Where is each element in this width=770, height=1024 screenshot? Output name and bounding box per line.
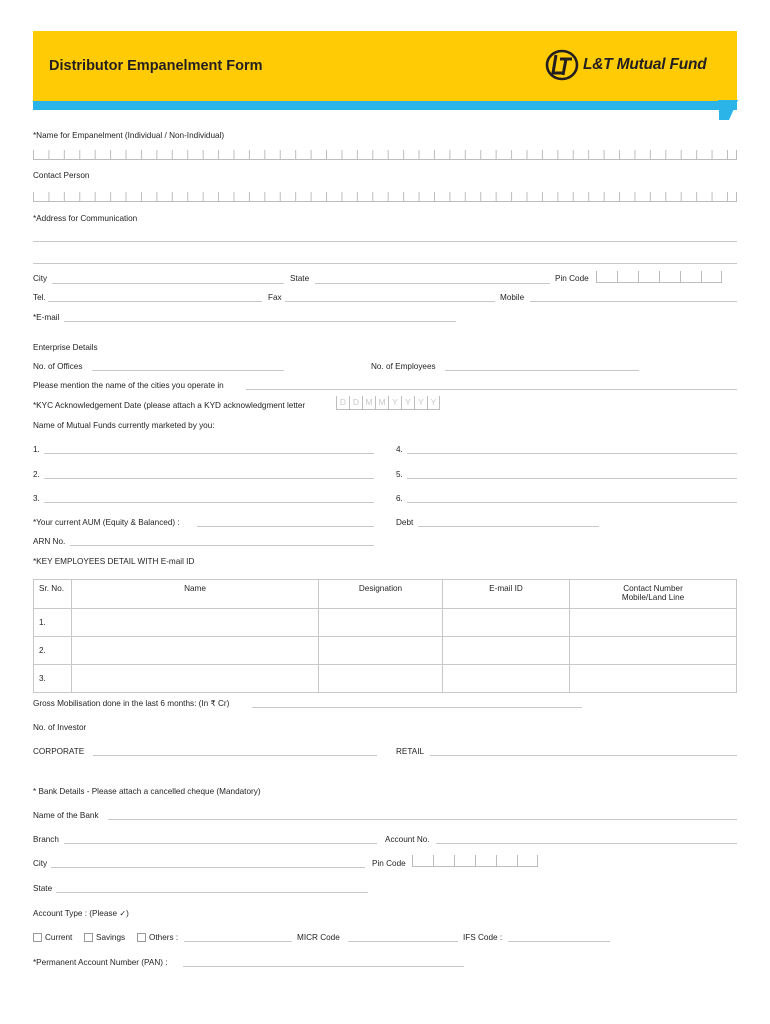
name-label: *Name for Empanelment (Individual / Non-Individual) (33, 131, 225, 140)
key-employees-label: *KEY EMPLOYEES DETAIL WITH E-mail ID (33, 557, 195, 566)
mf-input-1[interactable] (44, 453, 374, 454)
col-sr-no: Sr. No. (34, 580, 72, 609)
arn-input[interactable] (70, 545, 374, 546)
col-email: E-mail ID (443, 580, 570, 609)
bank-pin-code-label: Pin Code (372, 859, 406, 868)
kyc-month-2[interactable]: M (375, 396, 388, 410)
savings-checkbox[interactable] (84, 933, 93, 942)
employees-label: No. of Employees (371, 362, 436, 371)
col-name: Name (72, 580, 319, 609)
col-contact-line-1: Contact Number (623, 584, 683, 593)
micr-label: MICR Code (297, 933, 340, 942)
others-input[interactable] (184, 941, 292, 942)
header-white-band (33, 110, 719, 122)
contact-cell[interactable] (570, 609, 737, 637)
kyc-year-3[interactable]: Y (414, 396, 427, 410)
retail-input[interactable] (430, 755, 737, 756)
tel-input[interactable] (48, 301, 262, 302)
name-cell[interactable] (72, 665, 319, 693)
bank-details-heading: * Bank Details - Please attach a cancelled cheque (Mandatory) (33, 787, 261, 796)
mobile-label: Mobile (500, 293, 525, 302)
kyc-month-1[interactable]: M (362, 396, 375, 410)
mf-input-6[interactable] (407, 502, 737, 503)
table-row (34, 665, 737, 693)
contact-cell[interactable] (570, 637, 737, 665)
address-line-1[interactable] (33, 241, 737, 242)
key-employees-table (33, 579, 737, 693)
mf-number-4: 4. (396, 445, 403, 454)
form-title: Distributor Empanelment Form (49, 58, 263, 74)
micr-input[interactable] (348, 941, 458, 942)
designation-cell[interactable] (319, 665, 443, 693)
row-number: 3. (34, 665, 72, 693)
name-cell[interactable] (72, 609, 319, 637)
header-accent-notch (718, 100, 738, 120)
row-number: 1. (34, 609, 72, 637)
savings-label: Savings (96, 933, 126, 942)
table-row (34, 609, 737, 637)
name-cell[interactable] (72, 637, 319, 665)
tel-label: Tel. (33, 293, 46, 302)
city-label: City (33, 274, 48, 283)
contact-cell[interactable] (570, 665, 737, 693)
mf-input-2[interactable] (44, 478, 374, 479)
debt-label: Debt (396, 518, 414, 527)
state-label: State (290, 274, 310, 283)
col-designation: Designation (319, 580, 443, 609)
pin-code-boxes[interactable] (596, 271, 722, 283)
bank-state-input[interactable] (56, 892, 368, 893)
bank-name-input[interactable] (108, 819, 737, 820)
bank-state-label: State (33, 884, 53, 893)
email-input[interactable] (64, 321, 456, 322)
mf-input-3[interactable] (44, 502, 374, 503)
employees-input[interactable] (445, 370, 639, 371)
fax-input[interactable] (285, 301, 495, 302)
bank-pin-code-boxes[interactable] (412, 855, 538, 867)
kyc-day-1[interactable]: D (336, 396, 349, 410)
debt-input[interactable] (418, 526, 599, 527)
branch-label: Branch (33, 835, 59, 844)
email-label: *E-mail (33, 313, 60, 322)
mf-input-5[interactable] (407, 478, 737, 479)
mf-number-2: 2. (33, 470, 40, 479)
table-header-row (34, 580, 737, 609)
gross-mobilisation-label: Gross Mobilisation done in the last 6 months: (In ₹ Cr) (33, 699, 230, 708)
gross-mobilisation-input[interactable] (252, 707, 582, 708)
arn-label: ARN No. (33, 537, 66, 546)
col-contact-line-2: Mobile/Land Line (621, 593, 685, 602)
account-no-label: Account No. (385, 835, 430, 844)
contact-person-label: Contact Person (33, 171, 90, 180)
kyc-year-4[interactable]: Y (427, 396, 440, 410)
designation-cell[interactable] (319, 609, 443, 637)
address-line-2[interactable] (33, 263, 737, 264)
account-no-input[interactable] (436, 843, 737, 844)
investor-count-label: No. of Investor (33, 723, 87, 732)
savings-option[interactable] (84, 933, 125, 943)
kyc-year-1[interactable]: Y (388, 396, 401, 410)
designation-cell[interactable] (319, 637, 443, 665)
mf-number-5: 5. (396, 470, 403, 479)
corporate-label: CORPORATE (33, 747, 85, 756)
email-cell[interactable] (443, 637, 570, 665)
pin-code-label: Pin Code (555, 274, 589, 283)
others-checkbox[interactable] (137, 933, 146, 942)
offices-label: No. of Offices (33, 362, 83, 371)
others-label: Others : (149, 933, 179, 942)
aum-label: *Your current AUM (Equity & Balanced) : (33, 518, 180, 527)
account-type-label: Account Type : (Please ✓) (33, 909, 129, 918)
brand-name: L&T Mutual Fund (583, 56, 707, 73)
kyc-date-label: *KYC Acknowledgement Date (please attach a KYD acknowledgment letter (33, 401, 306, 410)
current-label: Current (45, 933, 73, 942)
header-accent-strip (33, 101, 737, 110)
current-option[interactable] (33, 933, 72, 943)
mf-number-1: 1. (33, 445, 40, 454)
email-cell[interactable] (443, 665, 570, 693)
row-number: 2. (34, 637, 72, 665)
address-label: *Address for Communication (33, 214, 138, 223)
offices-input[interactable] (92, 370, 284, 371)
cities-input[interactable] (246, 389, 737, 390)
ifs-input[interactable] (508, 941, 610, 942)
aum-input[interactable] (197, 526, 374, 527)
retail-label: RETAIL (396, 747, 425, 756)
pan-input[interactable] (183, 966, 464, 967)
contact-person-input-boxes[interactable] (33, 192, 737, 202)
mf-number-6: 6. (396, 494, 403, 503)
others-option[interactable] (137, 933, 178, 943)
enterprise-heading: Enterprise Details (33, 343, 98, 352)
mobile-input[interactable] (530, 301, 737, 302)
kyc-date-boxes[interactable] (336, 396, 440, 410)
city-input[interactable] (52, 283, 284, 284)
email-cell[interactable] (443, 609, 570, 637)
kyc-day-2[interactable]: D (349, 396, 362, 410)
name-input-boxes[interactable] (33, 150, 737, 160)
brand-logo (545, 50, 707, 80)
bank-city-label: City (33, 859, 48, 868)
fax-label: Fax (268, 293, 282, 302)
bank-name-label: Name of the Bank (33, 811, 99, 820)
mutual-funds-label: Name of Mutual Funds currently marketed by you: (33, 421, 215, 430)
branch-input[interactable] (64, 843, 377, 844)
pan-label: *Permanent Account Number (PAN) : (33, 958, 168, 967)
ifs-label: IFS Code : (463, 933, 503, 942)
mf-number-3: 3. (33, 494, 40, 503)
bank-city-input[interactable] (51, 867, 365, 868)
current-checkbox[interactable] (33, 933, 42, 942)
kyc-year-2[interactable]: Y (401, 396, 414, 410)
table-row (34, 637, 737, 665)
state-input[interactable] (315, 283, 550, 284)
mf-input-4[interactable] (407, 453, 737, 454)
corporate-input[interactable] (93, 755, 377, 756)
lt-logo-icon (545, 49, 579, 81)
col-contact (570, 580, 737, 609)
cities-label: Please mention the name of the cities you operate in (33, 381, 224, 390)
